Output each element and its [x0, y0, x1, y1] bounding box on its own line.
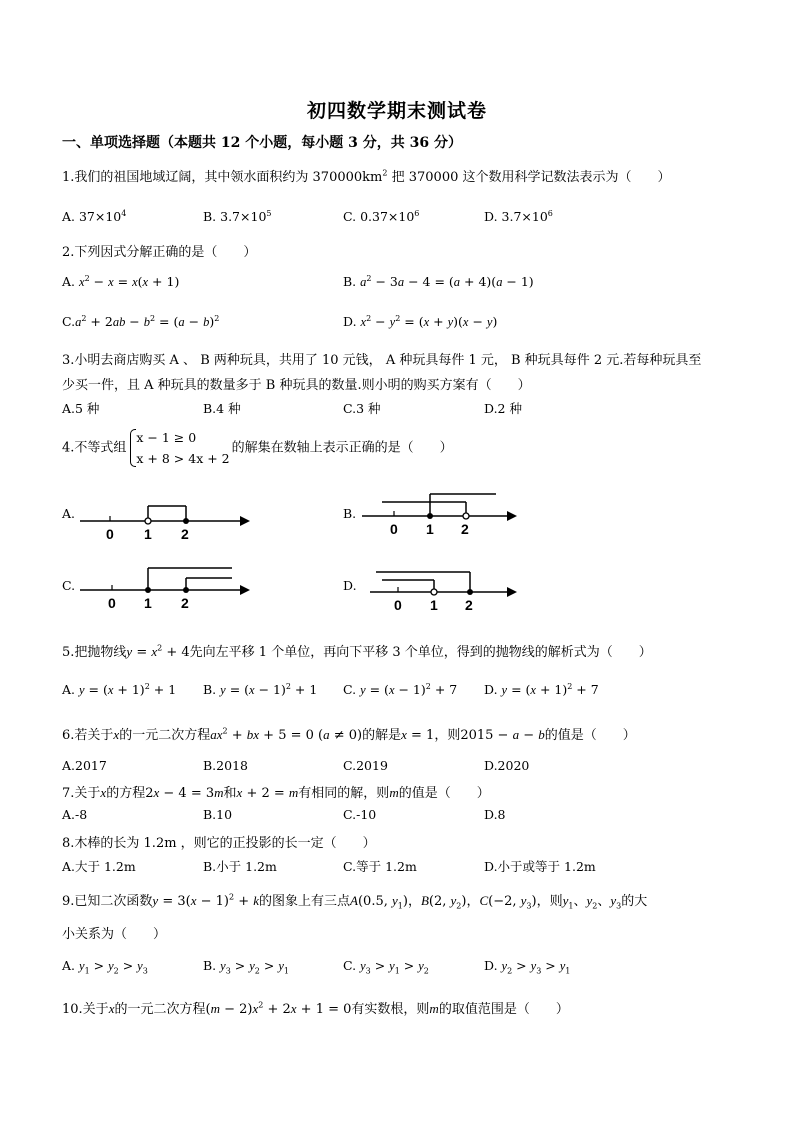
tick-label-0: 0 — [106, 526, 114, 542]
q4-option-b-label[interactable]: B. — [343, 506, 357, 521]
tick-label-1: 1 — [430, 597, 438, 613]
tick-label-2: 2 — [181, 526, 189, 542]
q6-option-c[interactable]: C.2019 — [343, 758, 388, 773]
number-line-b — [362, 486, 522, 542]
q1-option-b[interactable]: B. $3.7\times 10^5$ — [203, 209, 272, 225]
tick-label-2: 2 — [181, 595, 189, 611]
tick-label-1: 1 — [144, 526, 152, 542]
question-1 — [62, 166, 671, 185]
q2-option-a[interactable]: A. $x^2 - x = x(x + 1)$ — [62, 274, 180, 290]
inequality-1: x − 1 ≥ 0 — [136, 430, 197, 445]
q5-option-c[interactable]: C. $y = (x - 1)^2 + 7$ — [343, 682, 458, 698]
q3-option-b[interactable]: B.4 种 — [203, 401, 241, 416]
number-line-d — [362, 562, 522, 618]
tick-label-0: 0 — [394, 597, 402, 613]
q9-option-d[interactable]: D. $y_2 > y_3 > y_1$ — [484, 958, 571, 976]
q7-option-d[interactable]: D.8 — [484, 807, 506, 822]
inequality-system — [128, 427, 229, 469]
q5-option-a[interactable]: A. $y = (x + 1)^2 + 1$ — [62, 682, 177, 698]
q9-option-b[interactable]: B. $y_3 > y_2 > y_1$ — [203, 958, 289, 976]
question-6: 6.若关于x的一元二次方程$ax^2$ + bx + 5 = 0 (a ≠ 0)的解是x = 1，则2015 − a − b的值是（ ） — [62, 726, 636, 743]
q3-option-a[interactable]: A.5 种 — [62, 401, 100, 416]
tick-label-1: 1 — [144, 595, 152, 611]
question-4 — [62, 427, 453, 469]
page-title: 初四数学期末测试卷 — [306, 100, 487, 122]
q8-option-a[interactable]: A.大于 1.2m — [62, 859, 136, 874]
number-line-a — [80, 496, 250, 546]
question-1-text-b: 把 370000 这个数用科学记数法表示为（ ） — [387, 170, 671, 185]
q8-option-d[interactable]: D.小于或等于 1.2m — [484, 859, 596, 874]
question-7: 7.关于x的方程2x − 4 = 3m和x + 2 = m有相同的解，则m的值是（ ） — [62, 785, 490, 801]
tick-label-2: 2 — [461, 521, 469, 537]
number-line-c — [80, 560, 250, 616]
exp-2: 2 — [382, 168, 388, 178]
q7-option-b[interactable]: B.10 — [203, 807, 233, 822]
q1-option-c[interactable]: C. $0.37\times 10^6$ — [343, 209, 420, 225]
tick-label-0: 0 — [108, 595, 116, 611]
question-3-line-2: 少买一件，且 A 种玩具的数量多于 B 种玩具的数量.则小明的购买方案有（ ） — [62, 378, 531, 393]
q5-option-d[interactable]: D. $y = (x + 1)^2 + 7$ — [484, 682, 599, 698]
question-8: 8.木棒的长为 1.2m ，则它的正投影的长一定（ ） — [62, 836, 376, 851]
q6-option-b[interactable]: B.2018 — [203, 758, 248, 773]
question-5: 5.把抛物线$y = x^2 + 4$先向左平移 1 个单位，再向下平移 3 个单位，得到的抛物线的解析式为（ ） — [62, 643, 652, 660]
question-3-line-1: 3.小明去商店购买 A 、 B 两种玩具，共用了 10 元钱， A 种玩具每件 1 元， B 种玩具每件 2 元.若每种玩具至 — [62, 353, 702, 368]
tick-label-0: 0 — [390, 521, 398, 537]
tick-label-1: 1 — [426, 521, 434, 537]
question-9-line-1: 9.已知二次函数$y = 3(x - 1)^2 + k$的图象上有三点A(0.5, $y_1$)，B(2, $y_2$)，C(−2, $y_3$)，则$y_1$、$y_2$、$y_3$的大 — [62, 892, 648, 911]
q8-option-b[interactable]: B.小于 1.2m — [203, 859, 277, 874]
q4-option-a-label[interactable]: A. — [62, 506, 76, 521]
tick-label-2: 2 — [465, 597, 473, 613]
question-10: 10.关于x的一元二次方程$(m - 2)x^2 + 2x + 1 = 0$有实数根，则m的取值范围是（ ） — [62, 1000, 569, 1017]
q2-option-d[interactable]: D. $x^2 - y^2 = (x + y)(x - y)$ — [343, 314, 498, 330]
q4-option-c-label[interactable]: C. — [62, 578, 76, 593]
q6-option-a[interactable]: A.2017 — [62, 758, 107, 773]
q7-option-a[interactable]: A.-8 — [62, 807, 88, 822]
q4-option-d-label[interactable]: D. — [343, 578, 357, 593]
q3-option-d[interactable]: D.2 种 — [484, 401, 522, 416]
inequality-2: x + 8 > 4x + 2 — [136, 451, 230, 466]
question-1-text-a: 1.我们的祖国地域辽阔，其中领水面积约为 370000km — [62, 170, 383, 185]
q6-option-d[interactable]: D.2020 — [484, 758, 530, 773]
q8-option-c[interactable]: C.等于 1.2m — [343, 859, 417, 874]
q2-option-c[interactable]: $C.a^2 + 2ab - b^2 = (a - b)^2$ — [62, 314, 220, 330]
question-2: 2.下列因式分解正确的是（ ） — [62, 245, 257, 260]
q1-option-d[interactable]: D. $3.7\times 10^6$ — [484, 209, 553, 225]
q9-option-a[interactable]: A. $y_1 > y_2 > y_3$ — [62, 958, 148, 976]
q5-option-b[interactable]: B. $y = (x - 1)^2 + 1$ — [203, 682, 318, 698]
q1-option-a[interactable]: A. $37\times 10^4$ — [62, 209, 127, 225]
question-4-prefix: 4.不等式组 — [62, 440, 127, 456]
q9-option-c[interactable]: C. $y_3 > y_1 > y_2$ — [343, 958, 429, 976]
q2-option-b[interactable]: B. $a^2 - 3a - 4 = (a + 4)(a - 1)$ — [343, 274, 534, 290]
section-heading: 一、单项选择题（本题共 12 个小题，每小题 3 分，共 36 分） — [62, 135, 462, 151]
question-9-line-2: 小关系为（ ） — [62, 927, 167, 942]
q3-option-c[interactable]: C.3 种 — [343, 401, 381, 416]
q7-option-c[interactable]: C.-10 — [343, 807, 377, 822]
question-4-suffix: 的解集在数轴上表示正确的是（ ） — [231, 440, 453, 456]
